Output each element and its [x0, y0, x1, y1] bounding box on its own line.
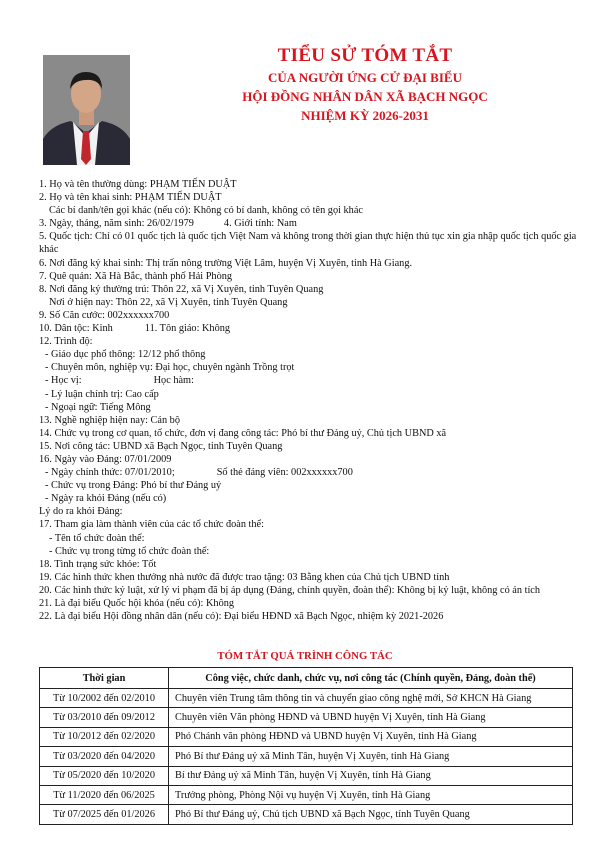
column-header-time: Thời gian: [40, 668, 169, 689]
biography-section: [39, 178, 579, 623]
header-line-3: NHIỆM KỲ 2026-2031: [301, 108, 429, 123]
time-cell: Từ 07/2025 đến 01/2026: [40, 805, 169, 824]
time-cell: Từ 10/2002 đến 02/2010: [40, 689, 169, 708]
table-row: [40, 689, 573, 708]
bio-organizations: 17. Tham gia làm thành viên của các tổ chức đoàn thể:: [39, 519, 264, 531]
description-cell: Bí thư Đảng uỷ xã Minh Tân, huyện Vị Xuyên, tỉnh Hà Giang: [169, 766, 573, 785]
bio-awards: 19. Các hình thức khen thưởng nhà nước đã được trao tặng: 03 Bằng khen của Chủ tịch UBND tỉnh: [39, 571, 450, 583]
table-row: [40, 747, 573, 766]
table-row: [40, 708, 573, 727]
bio-birth-name: 2. Họ và tên khai sinh: PHẠM TIẾN DUẬT: [39, 192, 222, 204]
description-cell: Phó Bí thư Đảng uỷ xã Minh Tân, huyện Vị Xuyên, tỉnh Hà Giang: [169, 747, 573, 766]
description-cell: Phó Chánh văn phòng HĐND và UBND huyện Vị Xuyên, tỉnh Hà Giang: [169, 727, 573, 746]
bio-party-official: [39, 466, 579, 479]
time-cell: Từ 03/2010 đến 09/2012: [40, 708, 169, 727]
bio-organization-name: - Tên tổ chức đoàn thể:: [49, 532, 145, 544]
description-cell: Chuyên viên Văn phòng HĐND và UBND huyện Vị Xuyên, tỉnh Hà Giang: [169, 708, 573, 727]
bio-degree: - Học vị:: [45, 375, 82, 387]
document-header: [200, 44, 530, 125]
bio-aliases: Các bí danh/tên gọi khác (nếu có): Không có bí danh, không có tên gọi khác: [49, 205, 363, 217]
bio-dob: 3. Ngày, tháng, năm sinh: 26/02/1979: [39, 218, 194, 230]
bio-position: 14. Chức vụ trong cơ quan, tổ chức, đơn vị đang công tác: Phó bí thư Đảng uỷ, Chủ tịch UBND xã: [39, 427, 447, 439]
bio-id-number: 9. Số Căn cước: 002xxxxxx700: [39, 309, 170, 321]
table-header-row: [40, 668, 573, 689]
bio-party-card: Số thẻ đảng viên: 002xxxxxx700: [216, 467, 353, 479]
bio-health: 18. Tình trạng sức khỏe: Tốt: [39, 558, 157, 570]
time-cell: Từ 10/2012 đến 02/2020: [40, 727, 169, 746]
bio-gender: 4. Giới tính: Nam: [223, 218, 297, 230]
bio-dob-gender: [39, 217, 579, 230]
bio-hometown: 7. Quê quán: Xã Hà Bắc, thành phố Hải Phòng: [39, 270, 233, 282]
bio-religion: 11. Tôn giáo: Không: [144, 323, 231, 335]
bio-common-name: 1. Họ và tên thường dùng: PHẠM TIẾN DUẬT: [39, 179, 237, 190]
work-history-table: [39, 667, 573, 825]
column-header-description: Công việc, chức danh, chức vụ, nơi công tác (Chính quyền, Đảng, đoàn thể): [169, 668, 573, 689]
bio-discipline: 20. Các hình thức kỷ luật, xử lý vi phạm đã bị áp dụng (Đảng, chính quyền, đoàn thể): Không bị kỷ luật, không có án tích: [39, 584, 541, 596]
bio-nationality: 5. Quốc tịch: Chỉ có 01 quốc tịch là quốc tịch Việt Nam và không trong thời gian thực hiện thủ tục xin gia nhập quốc tịch quốc gia khác: [39, 231, 577, 256]
work-history-title: TÓM TẮT QUÁ TRÌNH CÔNG TÁC: [217, 650, 393, 662]
table-row: [40, 766, 573, 785]
table-row: [40, 785, 573, 804]
portrait-illustration: [43, 55, 130, 165]
bio-birth-registration: 6. Nơi đăng ký khai sinh: Thị trấn nông trường Việt Lâm, huyện Vị Xuyên, tỉnh Hà Giang.: [39, 257, 413, 269]
bio-degree-title: [39, 374, 579, 387]
bio-general-education: - Giáo dục phổ thông: 12/12 phổ thông: [45, 349, 206, 361]
bio-current-residence: Nơi ở hiện nay: Thôn 22, xã Vị Xuyên, tỉnh Tuyên Quang: [49, 296, 288, 308]
header-line-2: HỘI ĐỒNG NHÂN DÂN XÃ BẠCH NGỌC: [242, 89, 488, 104]
header-line-1: CỦA NGƯỜI ỨNG CỬ ĐẠI BIỂU: [268, 70, 462, 85]
bio-professional: - Chuyên môn, nghiệp vụ: Đại học, chuyên ngành Trồng trọt: [45, 362, 295, 374]
table-row: [40, 805, 573, 824]
description-cell: Chuyên viên Trung tâm thông tin và chuyển giao công nghệ mới, Sở KHCN Hà Giang: [169, 689, 573, 708]
bio-party-leave-reason: Lý do ra khỏi Đảng:: [39, 506, 123, 518]
bio-party-join-date: 16. Ngày vào Đảng: 07/01/2009: [39, 453, 172, 465]
bio-party-position: - Chức vụ trong Đảng: Phó bí thư Đảng uỷ: [45, 480, 222, 492]
description-cell: Trưởng phòng, Phòng Nội vụ huyện Vị Xuyên, tỉnh Hà Giang: [169, 785, 573, 804]
bio-people-council: 22. Là đại biểu Hội đồng nhân dân (nếu có): Đại biểu HĐND xã Bạch Ngọc, nhiệm kỳ 2021-2026: [39, 611, 444, 623]
bio-academic-title: Học hàm:: [153, 375, 194, 387]
table-row: [40, 727, 573, 746]
description-cell: Phó Bí thư Đảng uỷ, Chủ tịch UBND xã Bạch Ngọc, tỉnh Tuyên Quang: [169, 805, 573, 824]
bio-national-assembly: 21. Là đại biểu Quốc hội khóa (nếu có): Không: [39, 598, 235, 609]
time-cell: Từ 11/2020 đến 06/2025: [40, 785, 169, 804]
bio-permanent-residence: 8. Nơi đăng ký thường trú: Thôn 22, xã Vị Xuyên, tỉnh Tuyên Quang: [39, 283, 324, 295]
time-cell: Từ 05/2020 đến 10/2020: [40, 766, 169, 785]
bio-ethnicity-religion: [39, 322, 579, 335]
time-cell: Từ 03/2020 đến 04/2020: [40, 747, 169, 766]
bio-party-leave-date: - Ngày ra khỏi Đảng (nếu có): [45, 493, 167, 505]
bio-organization-position: - Chức vụ trong từng tổ chức đoàn thể:: [49, 545, 210, 557]
candidate-portrait: [43, 55, 130, 165]
bio-ethnicity: 10. Dân tộc: Kinh: [39, 323, 113, 335]
bio-foreign-language: - Ngoại ngữ: Tiếng Mông: [45, 401, 151, 413]
bio-official-date: - Ngày chính thức: 07/01/2010;: [45, 467, 175, 479]
document-title: TIỂU SỬ TÓM TẮT: [277, 45, 453, 66]
bio-education-heading: 12. Trình độ:: [39, 336, 93, 348]
bio-occupation: 13. Nghề nghiệp hiện nay: Cán bộ: [39, 414, 180, 426]
bio-workplace: 15. Nơi công tác: UBND xã Bạch Ngọc, tỉnh Tuyên Quang: [39, 440, 283, 452]
bio-political-theory: - Lý luận chính trị: Cao cấp: [45, 388, 159, 400]
